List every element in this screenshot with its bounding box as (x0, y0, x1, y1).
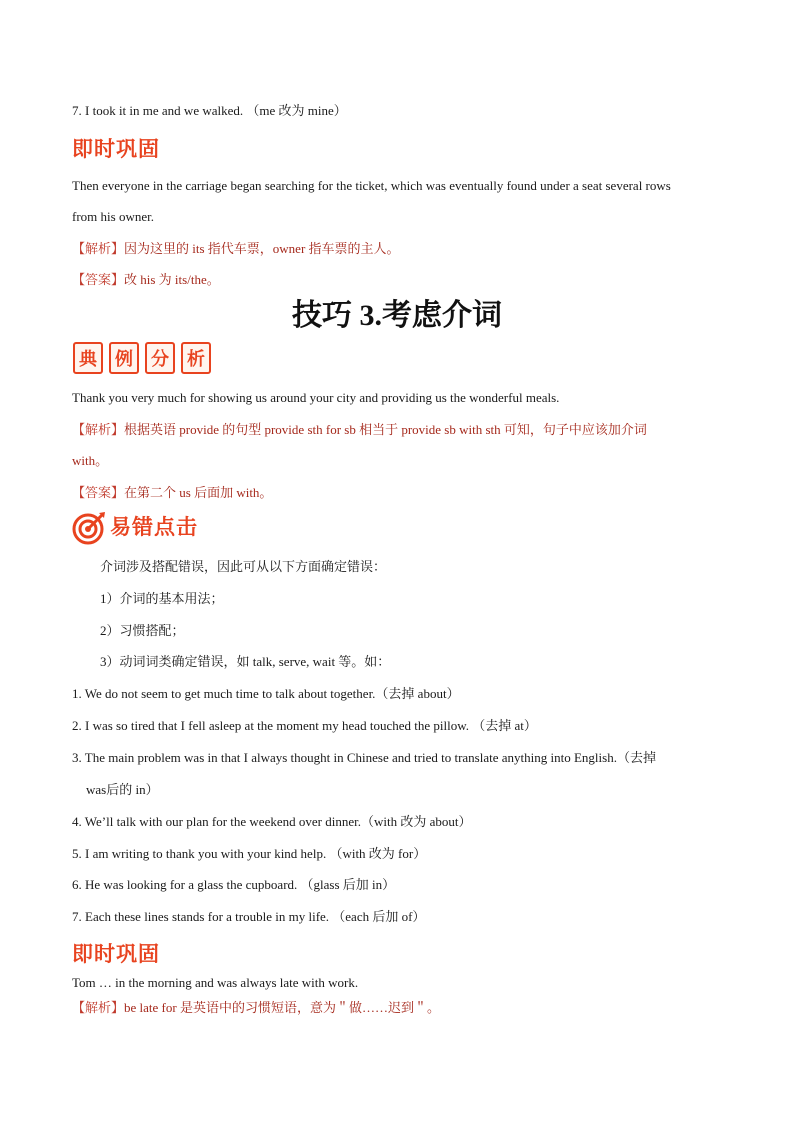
analysis-1 (72, 240, 400, 258)
banner-tile: 例 (109, 342, 139, 374)
analysis-text: 因为这里的 its 指代车票，owner 指车票的主人。 (124, 241, 400, 256)
analysis-tag: 【解析】 (72, 241, 125, 256)
section-heading: 技巧 3.考虑介词 (292, 299, 502, 332)
sentence-2: 2. I was so tired that I fell asleep at the moment my head touched the pillow. （去掉 at） (72, 718, 537, 733)
target-icon (72, 511, 106, 545)
sentence-7-top: 7. I took it in me and we walked. （me 改为 mine） (72, 103, 347, 118)
analysis-tag: 【解析】 (72, 1000, 125, 1015)
analysis-text: be late for 是英语中的习惯短语，意为＂做……迟到＂。 (124, 1000, 440, 1015)
banner-tile: 析 (181, 342, 211, 374)
answer-text: 在第二个 us 后面加 with。 (124, 485, 273, 500)
intro-text: 介词涉及搭配错误，因此可从以下方面确定错误： (100, 559, 387, 574)
banner-yicuo-dianji: 易错点击 (110, 515, 198, 539)
point-1: 1）介词的基本用法； (100, 591, 224, 606)
banner-tile: 典 (73, 342, 103, 374)
banner-tile: 分 (145, 342, 175, 374)
sentence-5: 5. I am writing to thank you with your kind help. （with 改为 for） (72, 846, 427, 861)
sentence-4: 4. We’ll talk with our plan for the weekend over dinner.（with 改为 about） (72, 814, 472, 829)
analysis-2 (72, 421, 647, 439)
answer-2 (72, 484, 272, 502)
practice-1-line-b: from his owner. (72, 209, 154, 224)
sentence-6: 6. He was looking for a glass the cupboard. （glass 后加 in） (72, 877, 396, 892)
banner-jishi-gonggu-2: 即时巩固 (72, 942, 160, 966)
sentence-1: 1. We do not seem to get much time to talk about together.（去掉 about） (72, 686, 460, 701)
analysis-tag: 【解析】 (72, 422, 125, 437)
sentence-3-line-a: 3. The main problem was in that I always thought in Chinese and tried to translate anything into English.（去掉 (72, 750, 656, 765)
answer-text: 改 his 为 its/the。 (124, 272, 220, 287)
point-3: 3）动词词类确定错误，如 talk, serve, wait 等。如： (100, 654, 391, 669)
analysis-3 (72, 999, 440, 1017)
sentence-7: 7. Each these lines stands for a trouble in my life. （each 后加 of） (72, 909, 426, 924)
banner-dianli-fenxi (73, 342, 211, 374)
practice-2: Tom … in the morning and was always late with work. (72, 975, 359, 990)
practice-1-line-a: Then everyone in the carriage began searching for the ticket, which was eventually found under a seat several rows (72, 178, 671, 193)
sentence-3-line-b: was后的 in） (86, 782, 159, 797)
analysis-2-cont: with。 (72, 453, 109, 468)
point-2: 2）习惯搭配； (100, 623, 185, 638)
answer-tag: 【答案】 (72, 485, 125, 500)
example-sentence: Thank you very much for showing us around your city and providing us the wonderful meals. (72, 390, 560, 405)
answer-1 (72, 271, 220, 289)
banner-jishi-gonggu-1: 即时巩固 (72, 137, 160, 161)
answer-tag: 【答案】 (72, 272, 125, 287)
analysis-text: 根据英语 provide 的句型 provide sth for sb 相当于 provide sb with sth 可知，句子中应该加介词 (124, 422, 647, 437)
